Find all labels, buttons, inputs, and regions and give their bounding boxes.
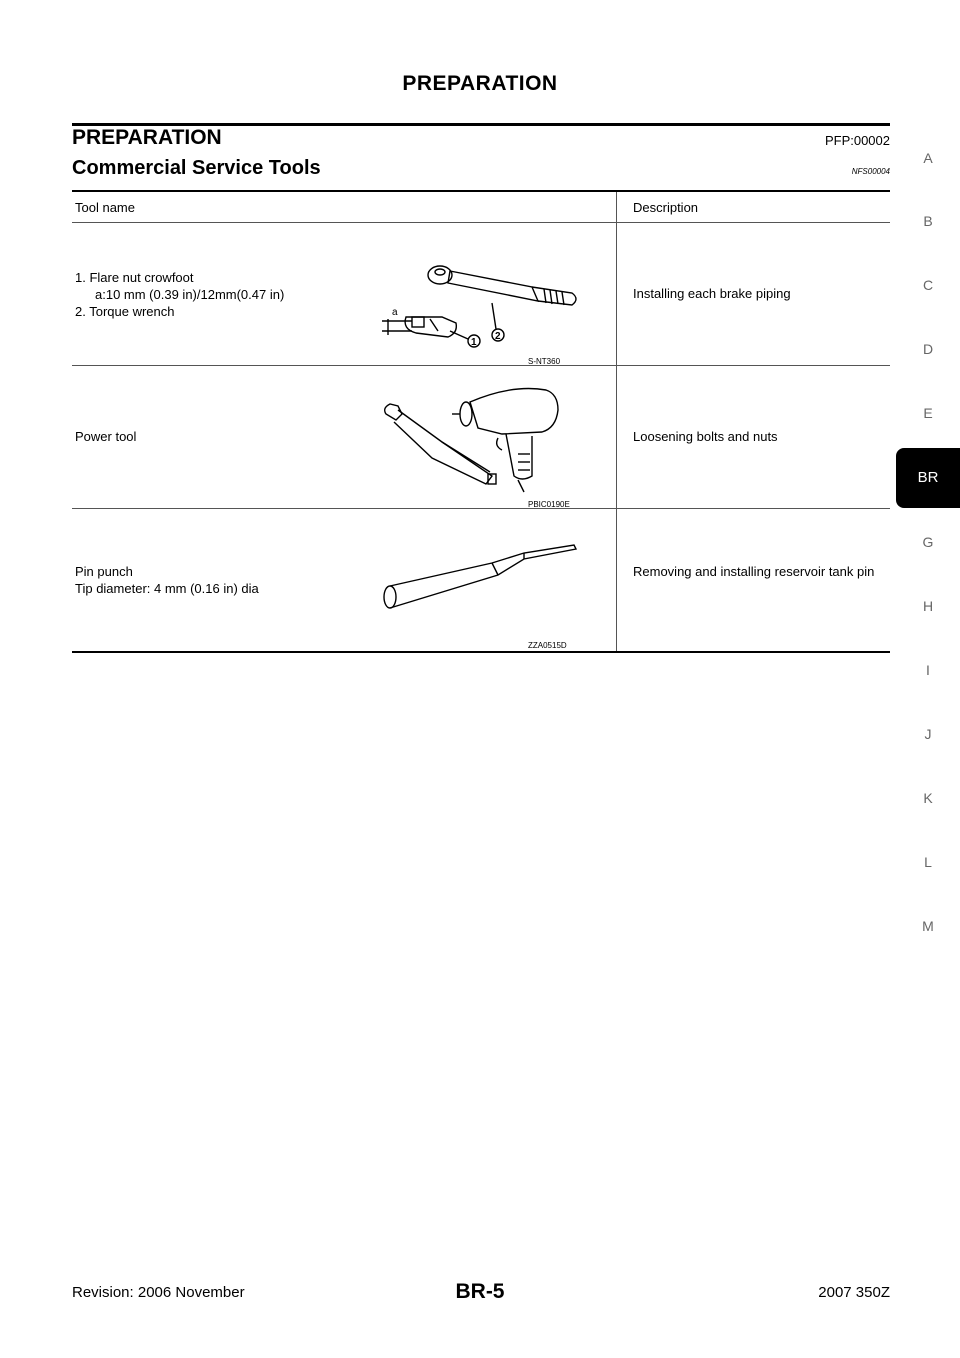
side-tab[interactable]: B	[923, 213, 933, 229]
footer-revision: Revision: 2006 November	[72, 1284, 245, 1301]
tool-name-line: 2. Torque wrench	[75, 304, 175, 319]
column-divider	[616, 223, 617, 365]
side-tab[interactable]: A	[923, 150, 933, 166]
side-tab[interactable]: C	[922, 277, 934, 293]
tool-description: Installing each brake piping	[633, 286, 791, 301]
tool-name	[75, 269, 284, 320]
side-tab[interactable]: K	[923, 790, 933, 806]
table-row	[72, 509, 890, 653]
header-description: Description	[633, 200, 699, 215]
tool-description: Removing and installing reservoir tank pin	[633, 564, 875, 579]
footer-page-number: BR-5	[455, 1280, 505, 1303]
flare-nut-crowfoot-torque-wrench-icon	[372, 247, 592, 367]
tool-name-line: 1. Flare nut crowfoot	[75, 270, 194, 285]
pin-punch-icon	[378, 543, 578, 623]
tool-name-line: Pin punch	[75, 564, 133, 579]
callout-1: 1	[471, 337, 477, 348]
section-title: PREPARATION	[72, 126, 222, 149]
tool-name-line: a:10 mm (0.39 in)/12mm(0.47 in)	[95, 287, 285, 302]
subsection-code: NFS00004	[851, 167, 890, 176]
power-tool-icon	[382, 380, 582, 498]
table-header	[72, 192, 890, 223]
image-code: ZZA0515D	[528, 641, 567, 650]
tool-description: Loosening bolts and nuts	[633, 429, 778, 444]
side-tab[interactable]: I	[926, 662, 930, 678]
column-divider	[616, 366, 617, 508]
side-tab[interactable]: J	[924, 726, 932, 742]
section-code: PFP:00002	[824, 133, 890, 148]
column-divider	[616, 509, 617, 651]
image-code: S-NT360	[528, 357, 561, 366]
image-code: PBIC0190E	[528, 500, 570, 509]
side-tab[interactable]: E	[923, 405, 933, 421]
table-row	[72, 223, 890, 366]
tool-name-line: Tip diameter: 4 mm (0.16 in) dia	[75, 581, 259, 596]
page-header: PREPARATION	[402, 72, 558, 95]
callout-a: a	[392, 307, 398, 318]
table-row	[72, 366, 890, 509]
side-tab[interactable]: L	[924, 854, 932, 870]
side-tab[interactable]: H	[922, 598, 934, 614]
tool-name	[75, 563, 259, 597]
header-tool-name: Tool name	[75, 200, 135, 215]
callout-2: 2	[495, 331, 501, 342]
side-tab-active[interactable]: BR	[896, 448, 960, 508]
side-tab[interactable]: M	[922, 918, 934, 934]
side-tab[interactable]: D	[922, 341, 934, 357]
side-tab[interactable]: G	[922, 534, 934, 550]
footer-model: 2007 350Z	[818, 1284, 890, 1301]
tool-name-line: Power tool	[75, 429, 137, 444]
tool-name	[75, 428, 136, 445]
tools-table	[72, 192, 890, 653]
column-divider	[616, 192, 617, 222]
subsection-title: Commercial Service Tools	[72, 157, 321, 179]
